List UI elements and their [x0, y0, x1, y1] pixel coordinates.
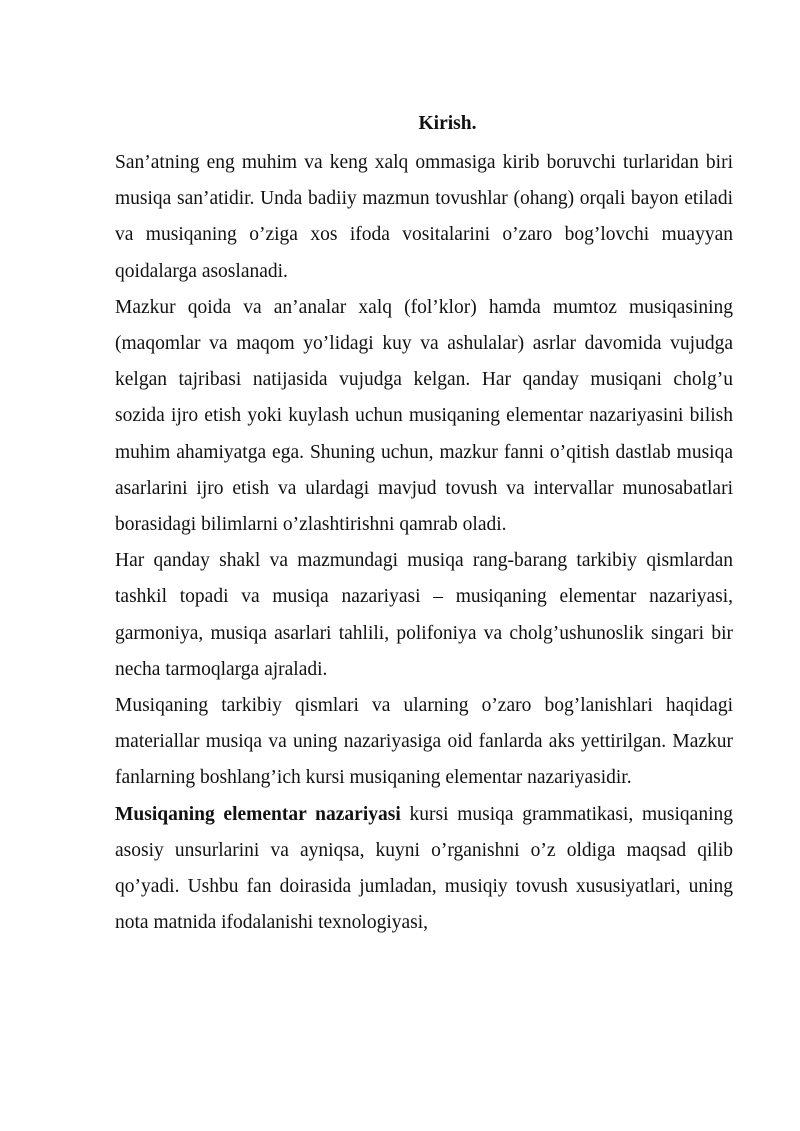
paragraph-intro: San’atning eng muhim va keng xalq ommasiga kirib boruvchi turlaridan biri musiqa san’atidir. Unda badiiy mazmun tovushlar (ohang) orqali bayon etiladi va musiqaning o’ziga xos ifoda vositalarini o’zaro bog’lovchi muayyan qoidalarga asoslanadi. — [115, 152, 733, 282]
document-body — [115, 145, 733, 941]
paragraph-continuation: kursi musiqa grammatikasi, musiqaning asosiy unsurlarini va ayniqsa, kuyni o’rganishni o’z oldiga maqsad qilib qo’yadi. Ushbu fan doirasida jumladan, musiqiy tovush xususiyatlari, uning nota matnida ifodalanishi texnologiyasi, — [115, 803, 733, 934]
paragraph-structure: Har qanday shakl va mazmundagi musiqa rang-barang tarkibiy qismlardan tashkil topadi va musiqa nazariyasi – musiqaning elementar nazariyasi, garmoniya, musiqa asarlari tahlili, polifoniya va cholg’ushunoslik singari bir necha tarmoqlarga ajraladi. — [115, 550, 733, 680]
paragraph-elementary-theory — [115, 797, 733, 942]
bold-term: Musiqaning elementar nazariyasi — [115, 803, 401, 825]
paragraph-components: Musiqaning tarkibiy qismlari va ularning o’zaro bog’lanishlari haqidagi materiallar musiqa va uning nazariyasiga oid fanlarda aks yettirilgan. Mazkur fanlarning boshlang’ich kursi musiqaning elementar nazariyasidir. — [115, 695, 733, 789]
page-title: Kirish. — [418, 113, 477, 134]
paragraph-traditions: Mazkur qoida va an’analar xalq (fol’klor) hamda mumtoz musiqasining (maqomlar va maqom yo’lidagi kuy va ashulalar) asrlar davomida vujudga kelgan tajribasi natijasida vujudga kelgan. Har qanday musiqani cholg’u sozida ijro etish yoki kuylash uchun musiqaning elementar nazariyasini bilish muhim ahamiyatga ega. Shuning uchun, mazkur fanni o’qitish dastlab musiqa asarlarini ijro etish va ulardagi mavjud tovush va intervallar munosabatlari borasidagi bilimlarni o’zlashtirishni qamrab oladi. — [115, 296, 733, 536]
